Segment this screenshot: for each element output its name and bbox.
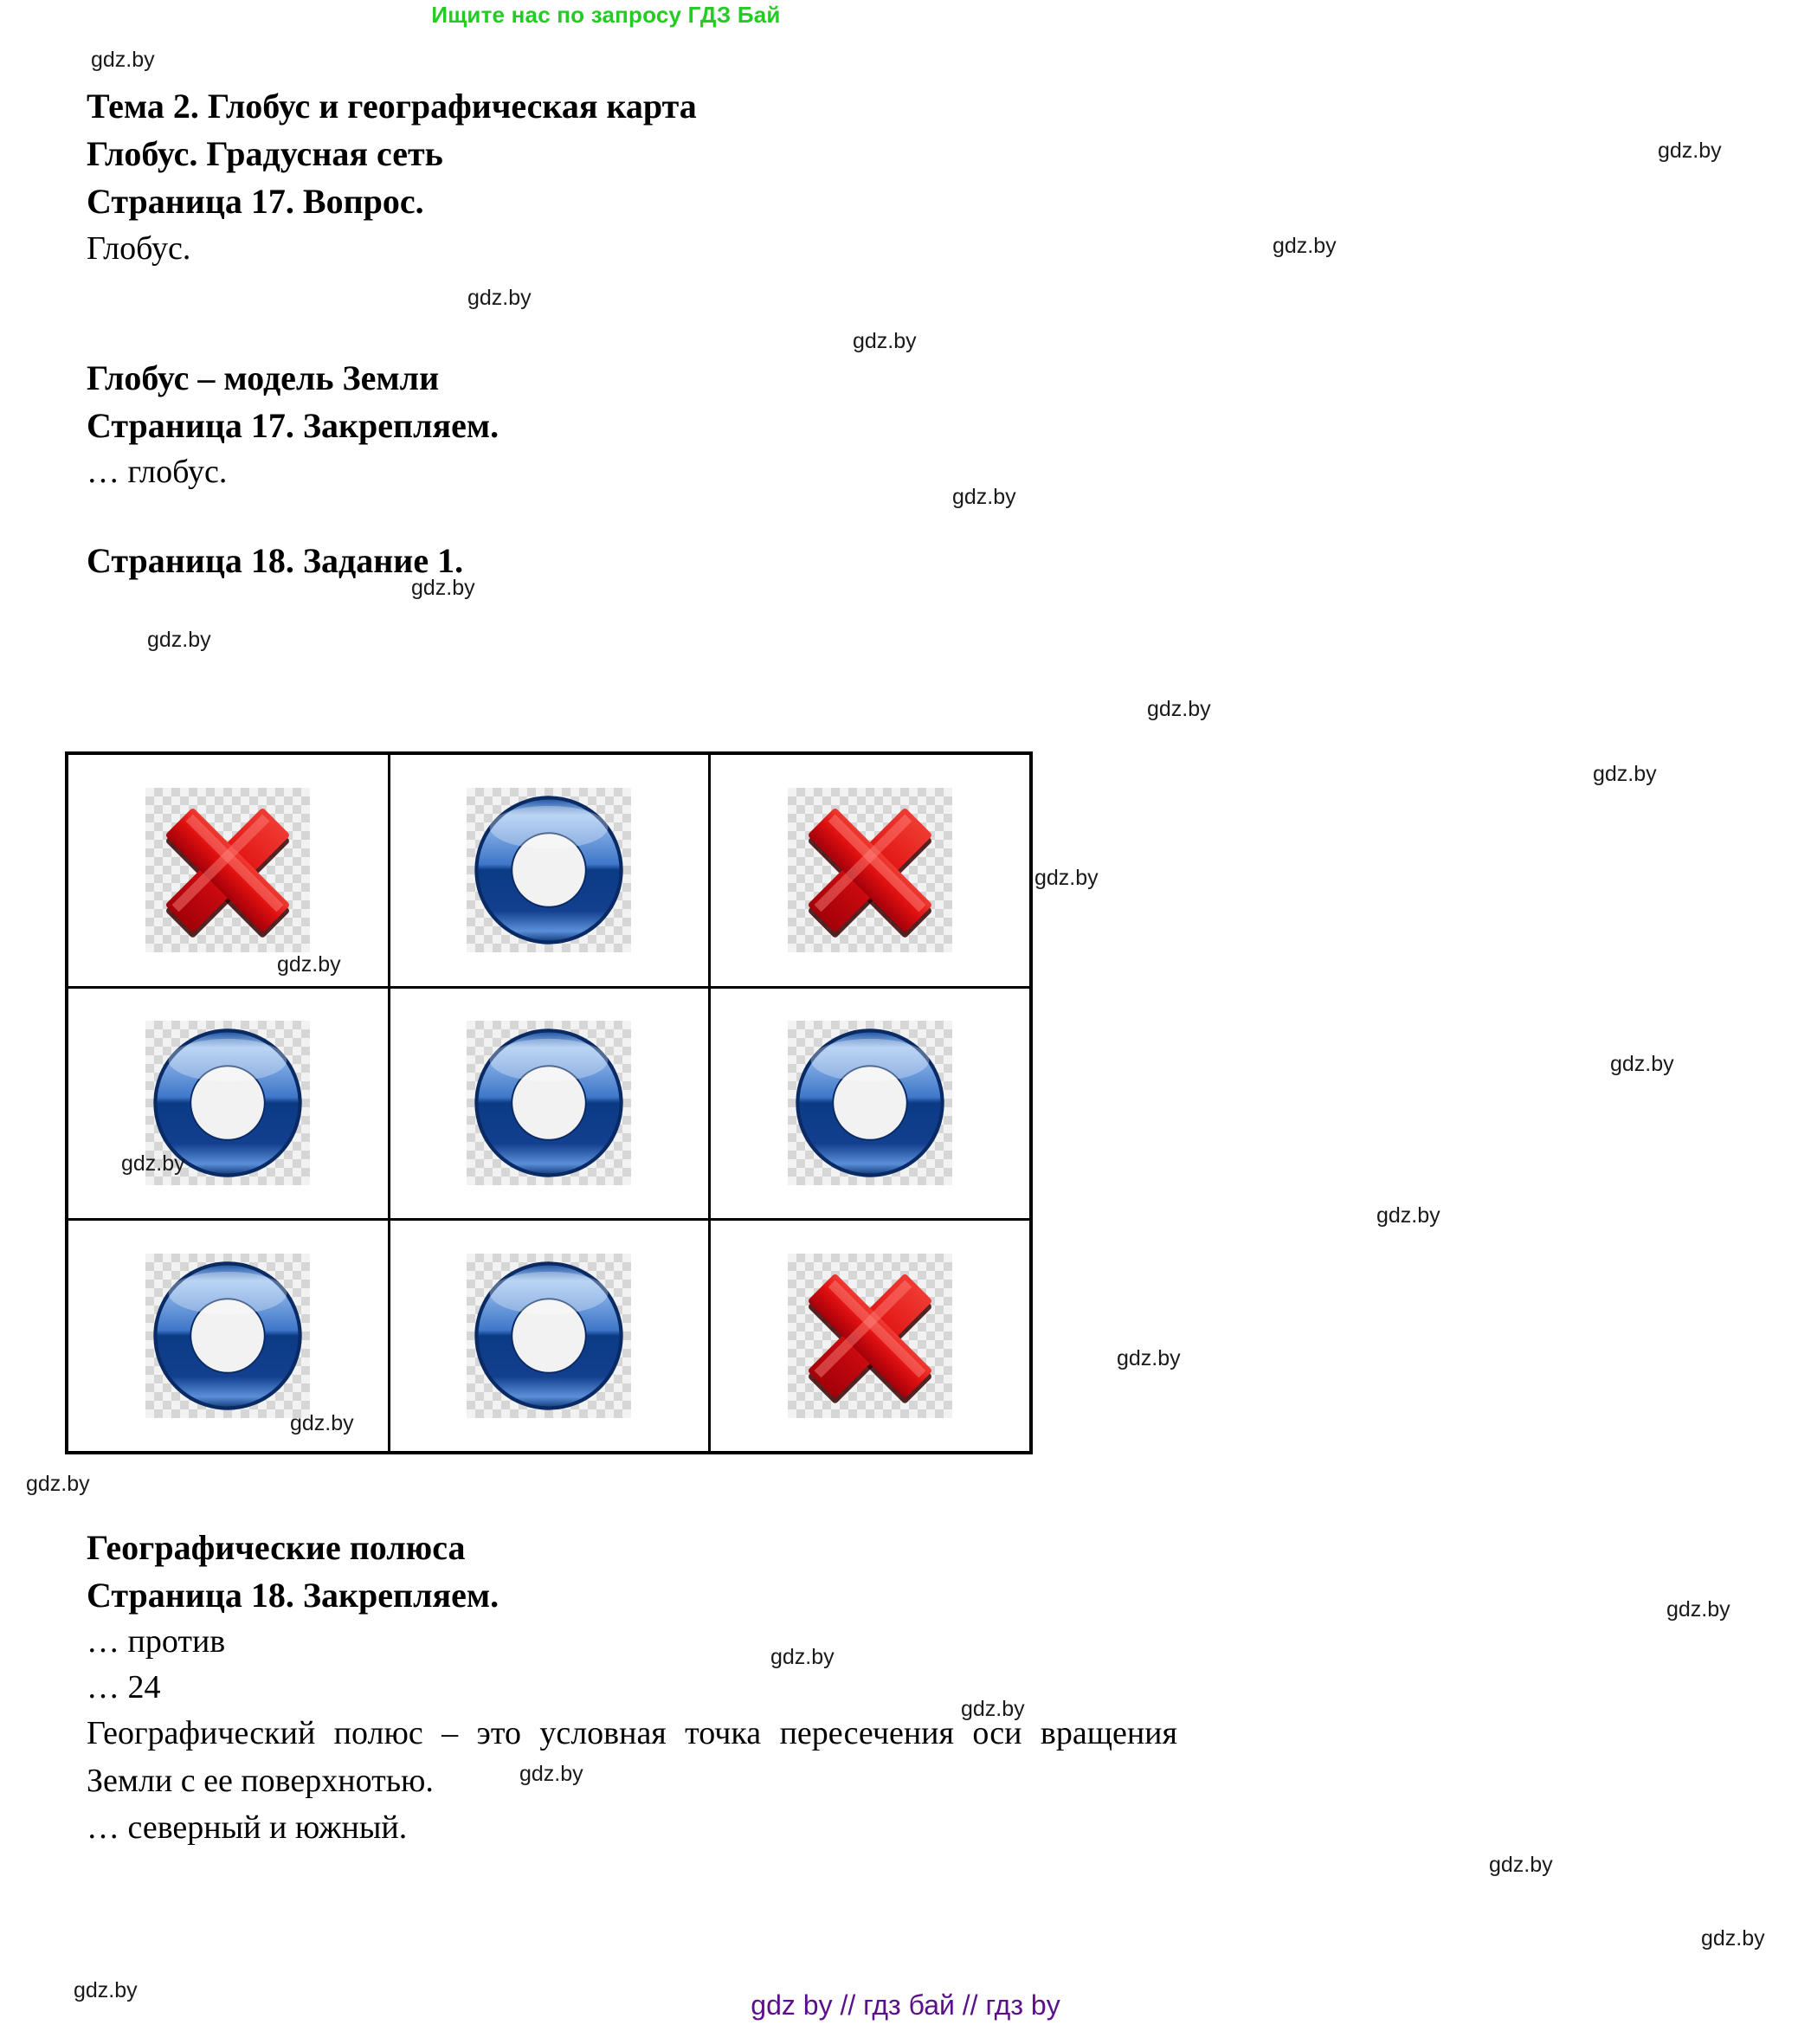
watermark: gdz.by: [1666, 1597, 1730, 1622]
watermark: gdz.by: [91, 48, 155, 72]
answer-protiv: … против: [87, 1623, 226, 1660]
page17-fix-heading: Страница 17. Закрепляем.: [87, 406, 499, 446]
watermark: gdz.by: [74, 1978, 138, 2002]
promo-banner: Ищите нас по запросу ГДЗ Бай: [431, 2, 781, 28]
task-grid-cell[interactable]: [389, 987, 709, 1219]
footer: [0, 1989, 1811, 2021]
watermark: gdz.by: [519, 1762, 583, 1786]
watermark: gdz.by: [770, 1645, 835, 1669]
watermark: gdz.by: [411, 576, 475, 600]
watermark: gdz.by: [1610, 1052, 1674, 1076]
answer-globus-dots: … глобус.: [87, 454, 228, 491]
watermark: gdz.by: [1593, 762, 1657, 786]
task-grid-cell[interactable]: [389, 1219, 709, 1451]
watermark: gdz.by: [277, 952, 341, 977]
red-cross-icon: [788, 1254, 952, 1418]
watermark: gdz.by: [121, 1151, 185, 1176]
watermark: gdz.by: [147, 628, 211, 652]
task-grid-cell[interactable]: [709, 755, 1029, 987]
watermark: gdz.by: [1117, 1346, 1181, 1370]
answer-globus: Глобус.: [87, 229, 191, 267]
blue-ring-icon: [788, 1021, 952, 1185]
task1-table: [68, 755, 1029, 1451]
blue-ring-icon: [467, 1254, 631, 1418]
task-grid-cell[interactable]: [709, 1219, 1029, 1451]
blue-ring-icon: [145, 1254, 310, 1418]
watermark: gdz.by: [1701, 1926, 1765, 1951]
page18-task1-heading: Страница 18. Задание 1.: [87, 540, 464, 580]
task1-grid: [65, 751, 1033, 1454]
watermark: gdz.by: [961, 1697, 1025, 1721]
watermark: gdz.by: [1658, 139, 1722, 163]
watermark: gdz.by: [1376, 1203, 1440, 1228]
red-cross-icon: [788, 788, 952, 952]
blue-ring-icon: [467, 788, 631, 952]
watermark: gdz.by: [467, 286, 532, 310]
blue-ring-icon: [467, 1021, 631, 1185]
watermark: gdz.by: [1489, 1853, 1553, 1877]
watermark: gdz.by: [290, 1411, 354, 1435]
pole-definition: Географический полюс – это условная точка пересечения оси вращения Земли с ее поверхнотью.: [87, 1715, 1177, 1800]
answer-poles: … северный и южный.: [87, 1809, 408, 1847]
answer-24: … 24: [87, 1668, 161, 1705]
page18-fix-heading: Страница 18. Закрепляем.: [87, 1576, 499, 1615]
watermark: gdz.by: [26, 1472, 90, 1496]
task-grid-cell[interactable]: [709, 987, 1029, 1219]
task-grid-row: [68, 1219, 1029, 1451]
watermark: gdz.by: [853, 329, 917, 353]
task-grid-cell[interactable]: [389, 755, 709, 987]
section-poles-heading: Географические полюса: [87, 1528, 466, 1567]
page17-question-heading: Страница 17. Вопрос.: [87, 182, 424, 222]
footer-links: gdz by // гдз бай // гдз by: [751, 1989, 1060, 2021]
red-cross-icon: [145, 788, 310, 952]
watermark: gdz.by: [1147, 697, 1211, 721]
vertical-gap: [87, 495, 1714, 537]
document-body-lower: [87, 1524, 1714, 1851]
watermark: gdz.by: [1034, 866, 1099, 890]
task-grid-row: [68, 755, 1029, 987]
topic-heading: Тема 2. Глобус и географическая карта: [87, 87, 697, 126]
watermark: gdz.by: [952, 485, 1016, 509]
section-model-heading: Глобус – модель Земли: [87, 358, 440, 397]
subtopic-heading: Глобус. Градусная сеть: [87, 134, 443, 174]
task-grid-cell[interactable]: [68, 987, 389, 1219]
task-grid-row: [68, 987, 1029, 1219]
watermark: gdz.by: [1273, 234, 1337, 258]
